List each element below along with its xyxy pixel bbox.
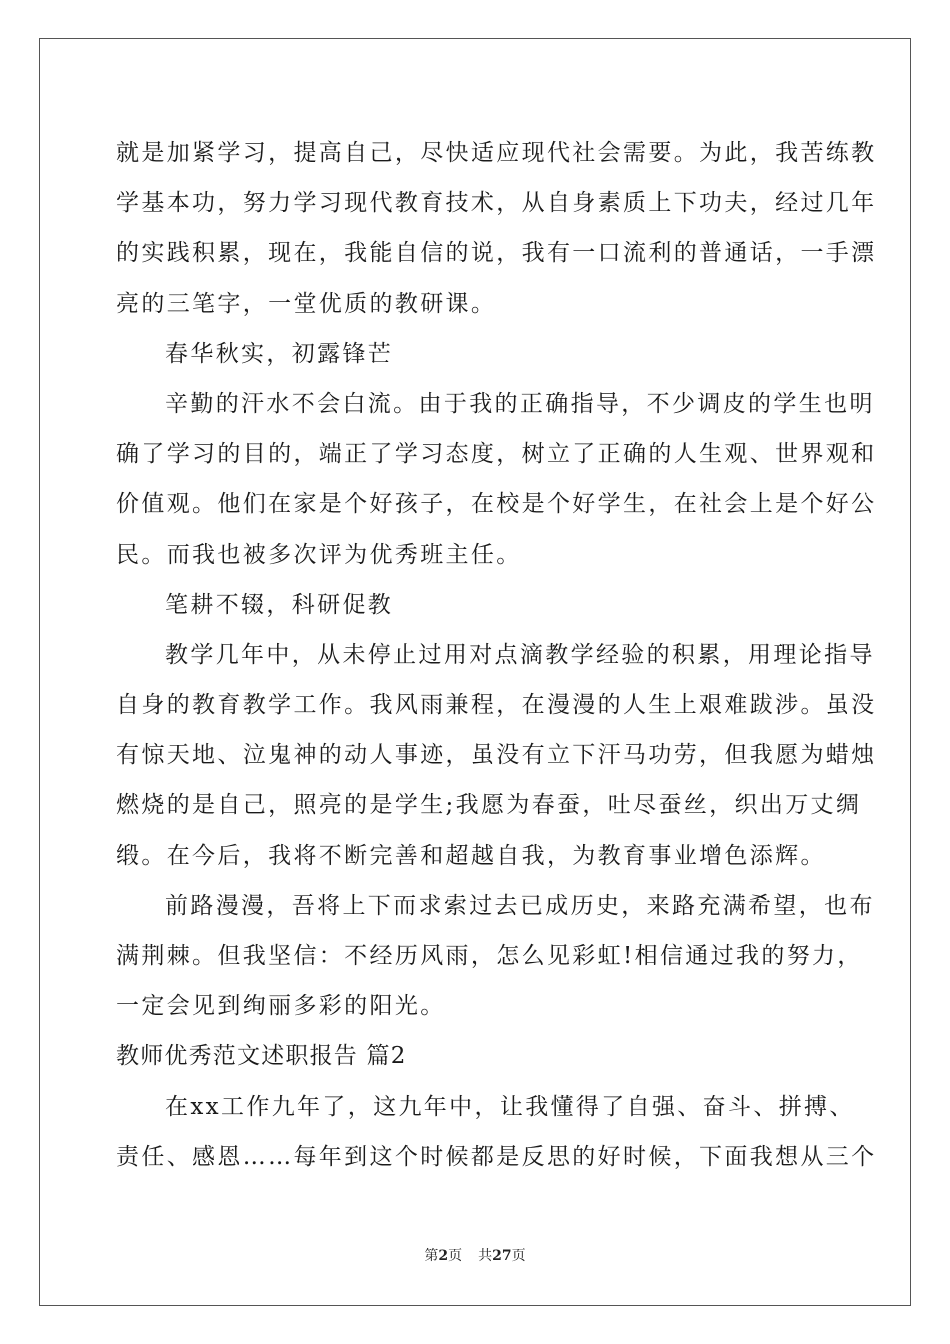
text-line: 就是加紧学习，提高自己，尽快适应现代社会需要。为此，我苦练教 bbox=[116, 140, 877, 166]
text-line: 燃烧的是自己，照亮的是学生;我愿为春蚕，吐尽蚕丝，织出万丈绸 bbox=[116, 792, 862, 819]
total-suffix: 页 bbox=[511, 1248, 526, 1264]
text-line: 价值观。他们在家是个好孩子，在校是个好学生，在社会上是个好公 bbox=[116, 491, 877, 518]
text-line: 在xx工作九年了，这九年中，让我懂得了自强、奋斗、拼搏、 bbox=[165, 1093, 855, 1120]
text-line: 一定会见到绚丽多彩的阳光。 bbox=[116, 993, 446, 1020]
text-line: 教学几年中，从未停止过用对点滴教学经验的积累，用理论指导 bbox=[165, 641, 875, 668]
article-heading: 教师优秀范文述职报告 篇2 bbox=[116, 1043, 407, 1070]
text-line: 责任、感恩……每年到这个时候都是反思的好时候，下面我想从三个 bbox=[116, 1143, 877, 1170]
section-subheading: 春华秋实，初露锋芒 bbox=[165, 340, 394, 367]
text-line: 满荆棘。但我坚信：不经历风雨，怎么见彩虹!相信通过我的努力， bbox=[116, 943, 863, 969]
total-prefix: 共 bbox=[478, 1248, 493, 1264]
page-footer bbox=[0, 1245, 950, 1265]
text-line: 自身的教育教学工作。我风雨兼程，在漫漫的人生上艰难跋涉。虽没 bbox=[116, 692, 877, 719]
text-line: 确了学习的目的，端正了学习态度，树立了正确的人生观、世界观和 bbox=[116, 441, 877, 468]
text-line: 亮的三笔字，一堂优质的教研课。 bbox=[116, 290, 497, 317]
text-line: 前路漫漫，吾将上下而求索过去已成历史，来路充满希望，也布 bbox=[165, 892, 875, 919]
page-suffix: 页 bbox=[448, 1248, 463, 1264]
text-line: 民。而我也被多次评为优秀班主任。 bbox=[116, 541, 522, 568]
total-pages: 27 bbox=[492, 1248, 512, 1264]
text-line: 的实践积累，现在，我能自信的说，我有一口流利的普通话，一手漂 bbox=[116, 240, 877, 267]
text-line: 缎。在今后，我将不断完善和超越自我，为教育事业增色添辉。 bbox=[116, 842, 826, 869]
text-line: 学基本功，努力学习现代教育技术，从自身素质上下功夫，经过几年 bbox=[116, 190, 877, 217]
section-subheading: 笔耕不辍，科研促教 bbox=[165, 591, 394, 618]
text-line: 辛勤的汗水不会白流。由于我的正确指导，不少调皮的学生也明 bbox=[165, 390, 875, 417]
text-line: 有惊天地、泣鬼神的动人事迹，虽没有立下汗马功劳，但我愿为蜡烛 bbox=[116, 742, 877, 769]
document-body bbox=[116, 128, 877, 1182]
page-number: 2 bbox=[438, 1248, 449, 1264]
page-prefix: 第 bbox=[424, 1248, 439, 1264]
